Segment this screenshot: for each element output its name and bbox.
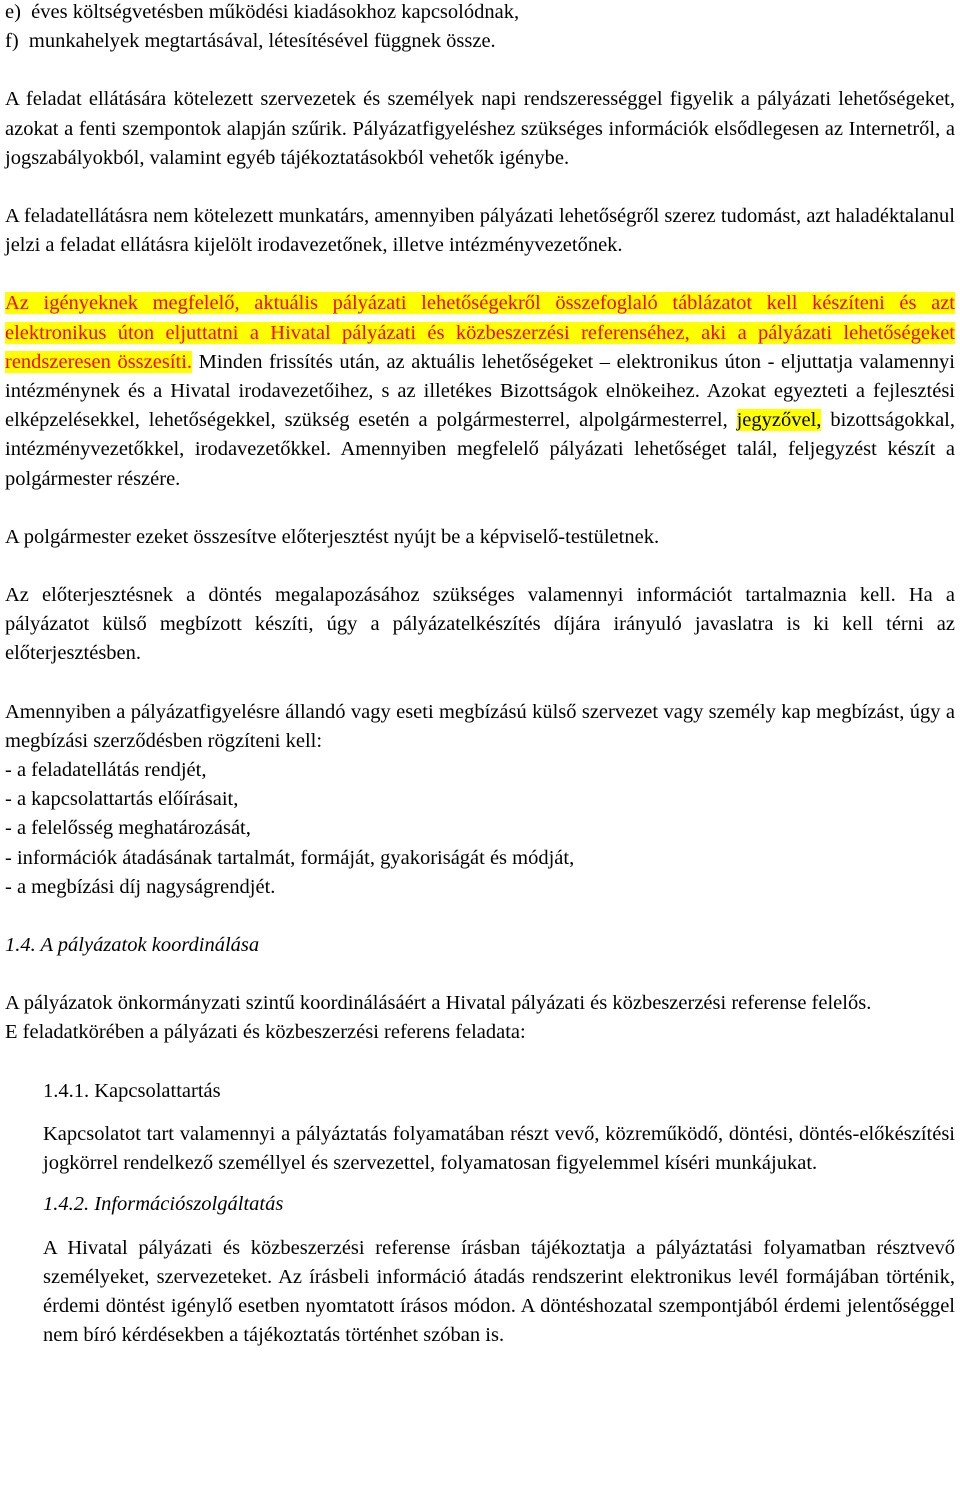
- paragraph-external-contract: Amennyiben a pályázatfigyelésre állandó vagy eseti megbízású külső szervezet vagy személy kap megbízást, úgy a megbízási szerződésben rögzíteni kell:: [5, 700, 955, 752]
- paragraph-monitoring: A feladat ellátására kötelezett szervezetek és személyek napi rendszerességgel figyelik a pályázati lehetőségeket, azokat a fenti szempontok alapján szűrik. Pályázatfigyeléshez szükséges információk elsődlegesen az Internetről, a jogszabályokból, valamint egyéb tájékoztatásokból vehetők igénybe.: [5, 88, 955, 169]
- intro-item-e: e) éves költségvetésben működési kiadásokhoz kapcsolódnak,: [5, 1, 520, 23]
- contract-list-item: - a felelősség meghatározását,: [5, 817, 251, 840]
- paragraph-contact: Kapcsolatot tart valamennyi a pályáztatás folyamatában részt vevő, közreműködő, döntési, döntés-előkészítési jogkörrel rendelkező személlyel és szervezettel, folyamatosan figyelemmel kíséri munkájukat.: [43, 1122, 955, 1175]
- paragraph-mayor-submission: A polgármester ezeket összesítve előterjesztést nyújt be a képviselő-testületnek.: [5, 525, 660, 548]
- intro-item-f: f) munkahelyek megtartásával, létesítésével függnek össze.: [5, 30, 496, 53]
- section-heading-1-4-2: 1.4.2. Információszolgáltatás: [43, 1193, 284, 1216]
- section-heading-1-4-1: 1.4.1. Kapcsolattartás: [43, 1079, 221, 1102]
- paragraph-proposal-content: Az előterjesztésnek a döntés megalapozásához szükséges valamennyi információt tartalmaznia kell. Ha a pályázatot külső megbízott készíti, úgy a pályázatelkészítés díjára irányuló javaslatra is ki kell térni az előterjesztésben.: [5, 584, 955, 665]
- contract-list-item: - információk átadásának tartalmát, formáját, gyakoriságát és módját,: [5, 846, 575, 869]
- paragraph-non-obligated-staff: A feladatellátásra nem kötelezett munkatárs, amennyiben pályázati lehetőségről szerez tudomást, azt haladéktalanul jelzi a feladat ellátásra kijelölt irodavezetőnek, illetve intézményvezetőnek.: [5, 205, 955, 257]
- contract-list-item: - a megbízási díj nagyságrendjét.: [5, 875, 276, 898]
- highlighted-text-notary: jegyzővel,: [736, 409, 822, 432]
- contract-list-item: - a feladatellátás rendjét,: [5, 759, 207, 782]
- paragraph-summary-table: [5, 289, 955, 493]
- paragraph-text: Minden frissítés után, az aktuális lehetőségeket – elektronikus úton - eljuttatja valamennyi intézménynek és a Hivatal irodavezetőihez, s az illetékes Bizottságok elnökeihez. Azokat egyezteti a fejlesztési elképzelésekkel, lehetőségekkel, szükség esetén a polgármesterrel, alpolgármesterrel,: [5, 350, 955, 432]
- paragraph-text: bizottságokkal, intézményvezetőkkel, irodavezetőkkel. Amennyiben megfelelő pályázati lehetőséget talál, feljegyzést készít a polgármester részére.: [5, 409, 955, 490]
- paragraph-coordination: A pályázatok önkormányzati szintű koordinálásáért a Hivatal pályázati és közbeszerzési referense felelős.: [5, 992, 872, 1015]
- highlighted-text: Az igényeknek megfelelő, aktuális pályázati lehetőségekről összefoglaló táblázatot kell készíteni és azt elektronikus úton eljuttatni a Hivatal pályázati és közbeszerzési referenséhez, aki a pályázati lehetőségeket rendszeresen összesíti.: [5, 292, 955, 373]
- contract-list-item: - a kapcsolattartás előírásait,: [5, 788, 239, 811]
- document-page: [5, 0, 955, 1350]
- paragraph-information: A Hivatal pályázati és közbeszerzési referense írásban tájékoztatja a pályáztatási folyamatban résztvevő személyeket, szervezeteket. Az írásbeli információ átadás rendszerint elektronikus levél formájában történik, érdemi döntést igénylő esetben nyomtatott írásos módon. A döntéshozatal szempontjából érdemi jelentőséggel nem bíró kérdésekben a tájékoztatás történhet szóban is.: [43, 1236, 955, 1347]
- section-heading-1-4: 1.4. A pályázatok koordinálása: [5, 934, 260, 957]
- paragraph-referent-tasks: E feladatkörében a pályázati és közbeszerzési referens feladata:: [5, 1021, 526, 1044]
